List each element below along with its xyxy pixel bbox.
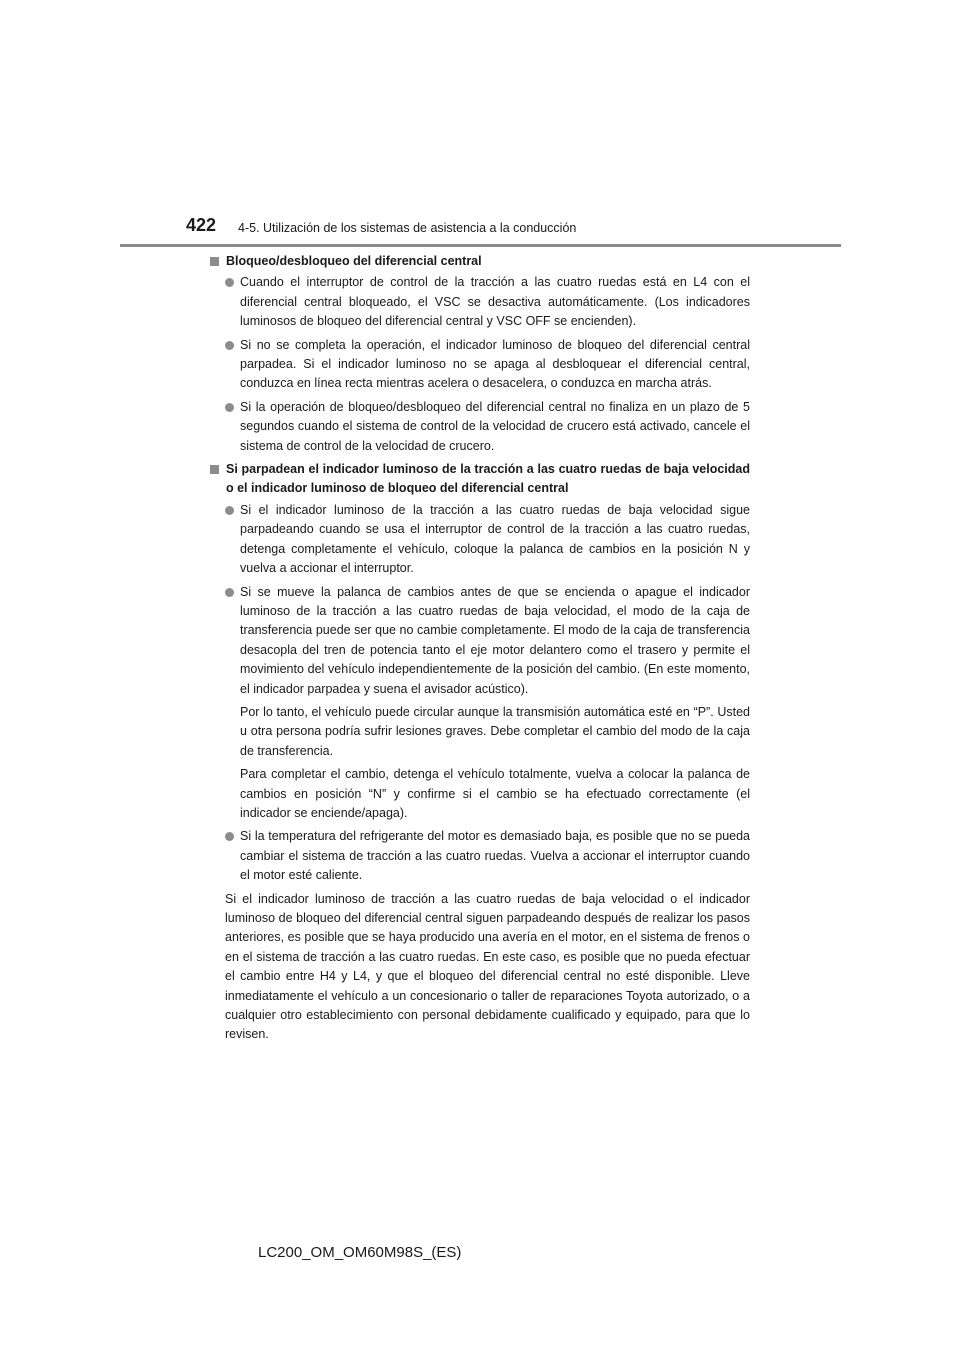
section-header-title: 4-5. Utilización de los sistemas de asistencia a la conducción [238, 221, 577, 235]
bullet-item [210, 501, 750, 579]
closing-paragraph: Si el indicador luminoso de tracción a las cuatro ruedas de baja velocidad o el indicador luminoso de bloqueo del diferencial central siguen parpadeando después de realizar los pasos anteriores, es posible que se haya producido una avería en el motor, en el sistema de frenos o en el sistema de tracción a las cuatro ruedas. En este caso, es posible que no pueda efectuar el cambio entre H4 y L4, y que el bloqueo del diferencial central no esté disponible. Lleve inmediatamente el vehículo a un concesionario o taller de reparaciones Toyota autorizado, o a cualquier otro establecimiento con personal debidamente cualificado y equipado, para que lo revisen. [225, 891, 750, 1042]
bullet-item [210, 827, 750, 885]
page-content [210, 252, 750, 1049]
section-heading [210, 460, 750, 499]
section-heading-text: Bloqueo/desbloqueo del diferencial central [226, 254, 482, 268]
bullet-item [210, 583, 750, 699]
header-divider [120, 244, 841, 247]
section-heading-text: Si parpadean el indicador luminoso de la tracción a las cuatro ruedas de baja velocidad o el indicador luminoso de bloqueo del diferencial central [226, 462, 750, 496]
bullet-text: Si se mueve la palanca de cambios antes de que se encienda o apague el indicador luminoso de la tracción a las cuatro ruedas de baja velocidad, el modo de la caja de transferencia puede ser que no cambie completamente. El modo de la caja de transferencia desacopla del tren de potencia tanto el eje motor delantero como el trasero y permite el movimiento del vehículo independientemente de la posición del cambio. (En este momento, el indicador parpadea y suena el avisador acústico). [240, 584, 750, 696]
bullet-continuation-paragraph: Para completar el cambio, detenga el vehículo totalmente, vuelva a colocar la palanca de cambios en posición “N” y confirme si el cambio se ha efectuado correctamente (el indicador se enciende/apaga). [240, 767, 750, 820]
footer-manual-code: LC200_OM_OM60M98S_(ES) [258, 1244, 462, 1261]
circle-bullet-icon [225, 832, 234, 841]
bullet-continuation-paragraph: Por lo tanto, el vehículo puede circular aunque la transmisión automática esté en “P”. Usted u otra persona podría sufrir lesiones graves. Debe completar el cambio del modo de la caja de transferencia. [240, 704, 750, 758]
bullet-text: Cuando el interruptor de control de la tracción a las cuatro ruedas está en L4 con el diferencial central bloqueado, el VSC se desactiva automáticamente. (Los indicadores luminosos de bloqueo del diferencial central y VSC OFF se encienden). [240, 275, 750, 329]
bullet-item [210, 273, 750, 331]
square-bullet-icon [210, 465, 219, 474]
bullet-item [210, 398, 750, 456]
bullet-text: Si la operación de bloqueo/desbloqueo del diferencial central no finaliza en un plazo de 5 segundos cuando el sistema de control de la velocidad de crucero está activado, cancele el sistema de control de la velocidad de crucero. [240, 399, 750, 453]
circle-bullet-icon [225, 506, 234, 515]
bullet-text: Si la temperatura del refrigerante del motor es demasiado baja, es posible que no se pueda cambiar el sistema de tracción a las cuatro ruedas. Vuelva a accionar el interruptor cuando el motor esté caliente. [240, 829, 750, 883]
square-bullet-icon [210, 257, 219, 266]
circle-bullet-icon [225, 341, 234, 350]
circle-bullet-icon [225, 403, 234, 412]
circle-bullet-icon [225, 588, 234, 597]
circle-bullet-icon [225, 278, 234, 287]
bullet-item [210, 336, 750, 394]
bullet-text: Si el indicador luminoso de la tracción a las cuatro ruedas de baja velocidad sigue parpadeando cuando se usa el interruptor de control de la tracción a las cuatro ruedas, detenga completamente el vehículo, coloque la palanca de cambios en la posición N y vuelva a accionar el interruptor. [240, 502, 750, 576]
section-heading [210, 252, 750, 271]
bullet-text: Si no se completa la operación, el indicador luminoso de bloqueo del diferencial central parpadea. Si el indicador luminoso no se apaga al desbloquear el diferencial central, conduzca en línea recta mientras acelera o desacelera, o conduzca en marcha atrás. [240, 337, 750, 391]
page-number: 422 [186, 215, 217, 235]
